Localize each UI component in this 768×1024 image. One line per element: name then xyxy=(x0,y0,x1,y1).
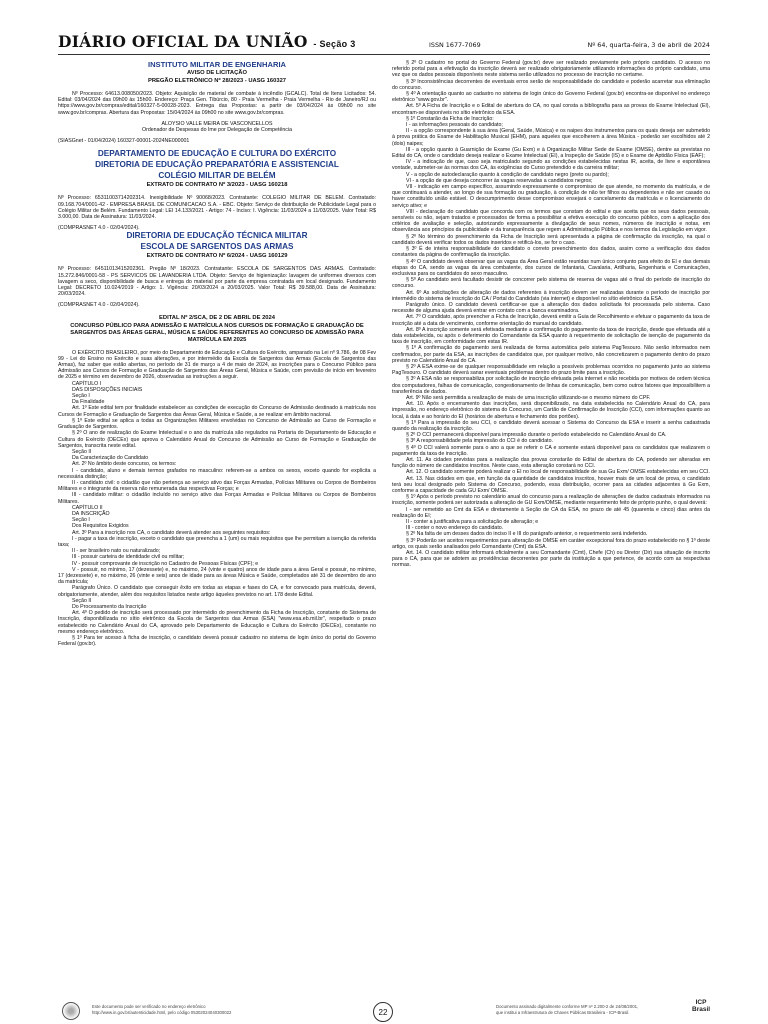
icp-brasil-logo: ICP Brasil xyxy=(692,999,711,1013)
institution-heading: COLÉGIO MILITAR DE BELÉM xyxy=(158,171,276,181)
edital-title: EDITAL Nº 2/SCA, DE 2 DE ABRIL DE 2024 xyxy=(159,314,275,321)
left-column xyxy=(58,60,376,995)
notice-subtitle: PREGÃO ELETRÔNICO Nº 28/2023 - UASG 160327 xyxy=(147,78,287,84)
section-label: - Seção 3 xyxy=(313,39,356,49)
item: II - candidato civil: o cidadão que não pertença ao serviço ativo das Forças Armadas, Polícias Militares ou Corpos de Bombeiros Militares e o integrante da reserva não remunerada das respectivas Forças; e xyxy=(58,479,376,493)
paragraph: Parágrafo Único. O candidato que conseguir êxito em todas as etapas e fases do CA, e for convocado para matrícula, deverá, obrigatoriamente, atender, além dos requisitos listados neste artigo àqueles previstos no art. 178 deste Edital. xyxy=(58,585,376,598)
chapter-title: DAS DISPOSIÇÕES INICIAIS xyxy=(72,386,143,393)
signature-role: Ordenador de Despesas do Ime por Delegação de Competência xyxy=(141,127,292,134)
signature-name: ALOYSIO VALLE MEIRA DE VASCONCELLOS xyxy=(161,120,273,127)
article: Art. 10. Após o encerramento das inscrições, será disponibilizado, na data estabelecida no Calendário Anual do CA, para impressão, no endereço eletrônico do sistema do Concurso, um Cartão de Confirmação de Inscrição (CCI), com informações quanto ao local, à data e ao horário do EI (horários de abertura e fechamento dos portões). xyxy=(392,401,710,420)
edital-subtitle: CONCURSO PÚBLICO PARA ADMISSÃO E MATRÍCULA NOS CURSOS DE FORMAÇÃO E GRADUAÇÃO DE SARGENTOS DAS ÁREAS GERAL, MÚSICA E SAÚDE REFERENTES AO CONCURSO DE ADMISSÃO PARA MATRÍCULA EM 2025 xyxy=(70,322,364,343)
right-column xyxy=(392,60,710,995)
verification-line: Este documento pode ser verificado no endereço eletrônico xyxy=(92,1004,206,1009)
contract-title: EXTRATO DE CONTRATO Nº 6/2024 - UASG 160129 xyxy=(146,253,288,260)
item: I - as informações pessoais do candidato; xyxy=(406,122,503,129)
paragraph: § 2º A ESA exime-se de qualquer responsabilidade em relação a possíveis problemas ocorridos no pagamento junto ao sistema PagTesouro. O candidato deverá sanar eventuais problemas dentro do prazo limite para a inscrição. xyxy=(392,363,710,377)
institution-heading: DIRETORIA DE EDUCAÇÃO PREPARATÓRIA E ASSISTENCIAL xyxy=(95,160,339,170)
article: Art. 12. O candidato somente poderá realizar o EI no local de responsabilidade de sua Gu Exm/ OMSE estabelecidas em seu CCI. xyxy=(406,469,710,476)
paragraph: § 4º A orientação quanto ao cadastro no sistema de login único do Governo Federal (gov.br) encontra-se disponível no endereço eletrônico "www.gov.br". xyxy=(392,91,710,104)
item: II - a opção correspondente à sua área (Geral, Saúde, Música) e os naipes dos instrumentos para os quais deseja ser submetido à prova prática do Exame de Habilitação Musical (EHM), para aqueles que escolherem a área Música - poderão ser escolhidos até 2 (dois) naipes; xyxy=(392,128,710,147)
item: I - ser remetido ao Cmt da ESA e diretamente à Seção de CA da ESA, no prazo de até 45 (quarenta e cinco) dias antes da realização do EI; xyxy=(392,506,710,519)
item: VII - indicação em campo específico, assumindo expressamente o compromisso de que atende, no momento da matrícula, e de que continuará a atender, ao longo de sua formação ou graduação, à condição de não ter filhos ou dependentes e não ser casado ou haver constituído união estável. O descumprimento desse compromisso ensejará o cancelamento da matrícula e o licenciamento do serviço ativo; e xyxy=(392,184,710,209)
article: Art. 1º Este edital tem por finalidade estabelecer as condições de execução do Concurso de Admissão destinado à matrícula nos Cursos de Formação e Graduação de Sargentos das Áreas Geral, Música e Saúde, a se realizar em âmbito nacional. xyxy=(58,405,376,418)
paragraph: § 4º O CCI valerá somente para o ano a que se referir o CA e somente estará disponível para os candidatos que realizarem o pagamento da taxa de inscrição. xyxy=(392,444,710,457)
journal-title xyxy=(58,32,356,51)
item: IV - possuir comprovante de inscrição no Cadastro de Pessoas Físicas (CPF); e xyxy=(72,560,259,567)
coat-of-arms-icon xyxy=(62,1002,80,1020)
item: II - conter a justificativa para a solicitação de alteração; e xyxy=(406,519,539,526)
paragraph: § 1º Este edital se aplica a todas as Organizações Militares envolvidas no Concurso de Admissão ao Curso de Formação e Graduação de Sargentos. xyxy=(58,417,376,431)
paragraph: § 1º Após o período previsto no calendário anual do concurso para a realização de alterações de dados cadastrais informados na inscrição, somente poderá ser autorizada a alteração de GU Exm/OMSE, mediante requerimento feito de próprio punho, o qual deverá: xyxy=(392,494,710,507)
section-label: Seção I xyxy=(72,517,90,524)
paragraph: § 1º Para ter acesso à ficha de inscrição, o candidato deverá possuir cadastro no sistema de login único do portal do Governo Federal (gov.br). xyxy=(58,635,376,648)
item: II - ser brasileiro nato ou naturalizado; xyxy=(72,548,161,555)
paragraph: Nº Processo: 65311003714202314. Inexigibilidade Nº 90068/2023. Contratante: COLEGIO MILITAR DE BELEM. Contratado: 09.168.704/0001-42 - EMPRESA BRASIL DE COMUNICACAO S.A. - EBC. Objeto: Serviço de distribuição de Publicidade Legal para o Colégio Militar de Belém. Fundamento Legal: LEI 14.133/2021 - Artigo: 74 - Inciso: I. Vigência: 11/03/2024 a 11/03/2025. Valor Total: R$ 3.000,00. Data de Assinatura: 11/03/2024. xyxy=(58,195,376,221)
section-label: Seção II xyxy=(72,597,92,604)
article: Art. 7º O candidato, após preencher a Ficha de Inscrição, deverá emitir a Guia de Recolhimento e efetuar o pagamento da taxa de inscrição até a data de vencimento, conforme orientação do manual do candidato. xyxy=(392,314,710,327)
signature-note xyxy=(496,1004,638,1015)
article: Art. 9º Não será permitida a realização de mais de uma inscrição utilizando-se o mesmo número do CPF. xyxy=(406,394,651,401)
paragraph: § 3º Inconsistências decorrentes de eventuais erros serão de responsabilidade do candidato e poderão acarretar sua eliminação do concurso. xyxy=(392,78,710,91)
item: III - a opção quanto à Guarnição de Exame (Gu Exm) e à Organização Militar Sede de Exame (OMSE), dentre as previstas no Edital do CA, onde o candidato deseja realizar o Exame Intelectual (EI), a Inspeção de Saúde (IS) e o Exame de Aptidão Física (EAF); xyxy=(392,146,710,160)
item: I - candidato, aluno e demais termos grafados no masculino: referem-se a ambos os sexos, exceto quando for explícita a necessária distinção; xyxy=(58,467,376,480)
paragraph: § 1º A confirmação do pagamento será realizada de forma automática pelo sistema PagTesouro. Não serão informados nem confirmados, por parte da ESA, as inscrições de candidatos que, por qualquer motivo, não concretizarem o pagamento dentro do prazo previsto no Calendário Anual do CA. xyxy=(392,345,710,364)
item: I - pagar a taxa de inscrição, exceto o candidato que preencha a 1 (um) ou mais requisitos que lhe permitam a isenção da referida taxa; xyxy=(58,535,376,548)
comprasnet-line: (COMPRASNET 4.0 - 02/04/2024). xyxy=(58,225,140,232)
paragraph: § 2º O cadastro no portal do Governo Federal (gov.br) deve ser realizado previamente pelo próprio candidato. O acesso no referido portal para a efetivação da inscrição deverá ser realizado obrigatoriamente utilizando informações do próprio candidato, uma vez que os dados pessoais disponíveis neste sistema serão utilizados no processo de inscrição no certame. xyxy=(392,60,710,79)
item: VI - a opção de que deseja concorrer às vagas reservadas a candidatos negros; xyxy=(406,177,593,184)
item: III - possuir carteira de identidade civil ou militar; xyxy=(72,554,185,561)
paragraph: Nº Processo: 64511013415202361. Pregão Nº 18/2023. Contratante: ESCOLA DE SARGENTOS DAS ARMAS. Contratado: 15.272.846/0001-58 - PS SERVICOS DE LAVANDERIA LTDA. Objeto: Serviço de higienização: lavagem de uniformes diversos com lavagem a seco, disponibilidade de busca e entrega do material por parte da empresa contratada em local designado. Fundamento Legal: DECRETO 10.024/2019 - Artigo: 1. Vigência: 20/03/2024 a 20/03/2025. Valor Total: R$ 39.588,00. Data de Assinatura: 20/03/2024. xyxy=(58,266,376,298)
paragraph: O EXÉRCITO BRASILEIRO, por meio do Departamento de Educação e Cultura do Exército, amparado na Lei nº 9.786, de 08 Fev 99 - Lei do Ensino no Exército e suas alterações, e por intermédio da Escola de Sargentos das Armas (Escola de Sargentos das Armas), faz saber que estão abertas, no período de 31 de março a 4 de maio de 2024, as inscrições para o Concurso Público para Admissão aos Cursos de Formação e Graduação de Sargentos das Áreas Geral, Música e Saúde, com previsão de início em fevereiro de 2025 e término em dezembro de 2026, observadas as instruções a seguir. xyxy=(58,349,376,381)
institution-heading: DIRETORIA DE EDUCAÇÃO TÉCNICA MILITAR xyxy=(126,231,308,241)
paragraph: § 1º Constarão da Ficha de Inscrição: xyxy=(406,115,494,122)
article: Art. 14. O candidato militar informará oficialmente a seu Comandante (Cmt), Chefe (Ch) ou Diretor (Dir) sua situação de inscrito para o CA, para que se adotem as providências decorrentes por parte da instituição a que pertence, de acordo com as respectivas normas. xyxy=(392,550,710,569)
page-number: 22 xyxy=(373,1002,393,1022)
issn: ISSN 1677-7069 xyxy=(429,41,481,49)
article: Art. 13. Nas cidades em que, em função da quantidade de candidatos inscritos, houver mais de um local de prova, o candidato terá seu local designado pelo Sistema do Concurso, podendo, essa distribuição, ocorrer para as cidades adjacentes à Gu Exm, conforme a capacidade de cada GU Exm/ OMSE. xyxy=(392,475,710,495)
paragraph: § 2º No término do preenchimento da Ficha de Inscrição será apresentada a página de confirmação da inscrição, na qual o candidato deverá verificar todos os dados inseridos e retificá-los, se for o caso. xyxy=(392,233,710,246)
section-title: Do Processamento da Inscrição xyxy=(72,603,147,610)
article: Art. 11. As cidades previstas para a realização das provas constarão do Edital de abertura do CA, podendo ser alteradas em função do número de candidatos inscritos. Neste caso, esta alteração constará no CCI. xyxy=(392,457,710,470)
institution-heading: ESCOLA DE SARGENTOS DAS ARMAS xyxy=(140,242,294,252)
page-footer xyxy=(0,998,768,1024)
signature-note-line: que institui a Infraestrutura de Chaves Públicas Brasileira - ICP-Brasil. xyxy=(496,1009,630,1015)
chapter-label: CAPÍTULO I xyxy=(72,380,102,387)
item: V - possuir, no mínimo, 17 (dezessete) e, no máximo, 24 (vinte e quatro) anos de idade para a área Geral e possuir, no mínimo, 17 (dezessete) e, no máximo, 26 (vinte e seis) anos de idade para as áreas Música e Saúde, completados até 31 de dezembro do ano da matrícula; xyxy=(58,566,376,586)
page-header xyxy=(58,30,710,55)
paragraph: Nº Processo: 64613.008050/2023. Objeto: Aquisição de material de combate à incêndio (GCALC). Total de Itens Licitados: 54. Edital: 03/04/2024 das 09h00 às 15h00. Endereço: Praça Gen. Tibúrcio, 80 - Praia Vermelha - Praia Vermelha - Rio de Janeiro/RJ ou https://www.gov.br/compras/edital/160327-5-00028-2023. Entrega das Propostas: a partir de 03/04/2024 às 09h00 no site www.gov.br/compras. Abertura das Propostas: 15/04/2024 às 09h00 no site www.gov.br/compras. xyxy=(58,91,376,116)
journal-name: DIÁRIO OFICIAL DA UNIÃO xyxy=(58,32,308,51)
paragraph: § 2º O CCI permanecerá disponível para impressão durante o período estabelecido no Calendário Anual do CA. xyxy=(406,432,667,439)
paragraph: § 3º A responsabilidade pela impressão do CCI é do candidato. xyxy=(406,438,553,445)
item: III - conter o novo endereço do candidato. xyxy=(406,525,504,532)
article: Art. 8º A inscrição somente será efetivada mediante a confirmação do pagamento da taxa de inscrição, desde que efetuada até a data estabelecida, ou após o deferimento do Comandante da ESA quanto à requerimento de solicitação de isenção de pagamento da taxa de inscrição, em conformidade com estas IR. xyxy=(392,326,710,346)
chapter-label: CAPÍTULO II xyxy=(72,504,103,511)
siasg-line: (SIASGnet - 01/04/2024) 160327-00001-2024NE000001 xyxy=(58,138,190,145)
article: Art. 2º No âmbito deste concurso, os termos: xyxy=(72,461,177,468)
page xyxy=(58,0,710,1024)
item: IV - a indicação de que, caso seja matriculado segundo as condições estabelecidas nestas IR, aceita, de livre e espontânea vontade, submeter-se às normas dos CA, às exigências do Curso pretendido e da carreira militar; xyxy=(392,159,710,172)
section-label: Seção II xyxy=(72,448,92,455)
paragraph: § 2º O ano de realização do Exame Intelectual e o ano da matrícula são regulados na Portaria do Departamento de Educação e Cultura do Exército (DECEx) que aprova o Calendário Anual do Concurso de Admissão ao Curso de Formação e Graduação de Sargentos, transcrita neste edital. xyxy=(58,430,376,449)
article: Art. 6º As solicitações de alteração de dados referentes à inscrição devem ser realizadas durante o período de inscrição por intermédio do sistema de inscrição do CA / Portal do Candidato (via internet) e disponível no sítio eletrônico da ESA. xyxy=(392,289,710,302)
section-title: Da Caracterização do Candidato xyxy=(72,455,149,462)
paragraph: § 3º É de inteira responsabilidade do candidato o correto preenchimento dos dados, assim como a verificação dos dados constantes da página de confirmação da inscrição. xyxy=(392,246,710,259)
article: Art. 5º A Ficha de Inscrição e o Edital de abertura do CA, no qual consta a bibliografia para as provas do Exame Intelectual (EI), encontram-se disponíveis no sítio eletrônico da ESA. xyxy=(392,103,710,116)
notice-title: AVISO DE LICITAÇÃO xyxy=(186,70,247,76)
paragraph: Parágrafo único. O candidato deverá certificar-se que a alteração dos dados solicitada foi processada pelo sistema. Caso necessite de alguma ajuda deverá entrar em contato com a banca examinadora. xyxy=(392,301,710,315)
signature-note-line: Documento assinado digitalmente conforme MP nº 2.200-2 de 24/08/2001, xyxy=(496,1004,639,1009)
institution-heading: INSTITUTO MILITAR DE ENGENHARIA xyxy=(147,60,287,69)
paragraph: § 4º O candidato deverá observar que as vagas da Área Geral estão reunidas num único conjunto para efeito do EI e das demais etapas do CA, sendo as vagas da área combatente, dos cursos de Infantaria, Cavalaria, Artilharia, Engenharia e Comunicações, exclusivas para os candidatos do sexo masculino. xyxy=(392,258,710,277)
verification-note xyxy=(92,1004,231,1015)
verification-link[interactable]: http://www.in.gov.br/autenticidade.html, pelo código 05302024040300022 xyxy=(92,1009,232,1015)
paragraph: § 5º Ao candidato será facultado desistir de concorrer pelo sistema de reserva de vagas até o final do período de inscrição do concurso. xyxy=(392,277,710,290)
paragraph: § 3º A ESA não se responsabiliza por solicitação de inscrição efetuada pela internet e não recebida por motivos de ordem técnica dos computadores, falhas de comunicação, congestionamento de linhas de comunicação, bem como outros fatores que impossibilitem a transferência de dados. xyxy=(392,376,710,395)
item: VIII - declaração do candidato que concorda com os termos que constam do edital e que aceita que os seus dados pessoais, sensíveis ou não, sejam tratados e processados de forma a possibilitar a efetiva execução do concurso público, com a aplicação dos critérios de avaliação e seleção, autorizando expressamente a divulgação de seus nomes, números de inscrição e notas, em observância aos princípios da publicidade e da transparência que regem a Administração Pública e nos termos da Legislação em vigor. xyxy=(392,208,710,234)
article: Art. 4º O pedido de inscrição será processado por intermédio do preenchimento da Ficha de Inscrição, constante do Sistema de Inscrição, disponibilizada no sítio eletrônico da Escola de Sargentos das Armas (ESA) "www.esa.eb.mil.br", respeitado o prazo estabelecido no Calendário Anual do CA, aprovado pelo Departamento de Educação e Cultura do Exército (DECEx), constante no mesmo endereço eletrônico. xyxy=(58,610,376,635)
section-title: Dos Requisitos Exigidos xyxy=(72,523,129,530)
section-title: Da Finalidade xyxy=(72,399,105,406)
paragraph: § 2º Na falta de um desses dados do inciso II e III do parágrafo anterior, o requerimento será indeferido. xyxy=(406,531,648,538)
article: Art. 3º Para a inscrição nos CA, o candidato deverá atender aos seguintes requisitos: xyxy=(72,529,271,536)
item: V - a opção de autodeclaração quanto à condição de candidato negro (preto ou pardo); xyxy=(406,171,609,178)
section-label: Seção I xyxy=(72,393,90,400)
institution-heading: DEPARTAMENTO DE EDUCAÇÃO E CULTURA DO EXÉRCITO xyxy=(97,149,337,159)
issue-number-date: Nº 64, quarta-feira, 3 de abril de 2024 xyxy=(587,41,710,49)
contract-title: EXTRATO DE CONTRATO Nº 3/2023 - UASG 160218 xyxy=(146,182,288,189)
paragraph: § 3º Poderão ser aceitos requerimentos para alteração de OMSE em caráter excepcional fora do prazo estabelecido no § 1º deste artigo, os quais serão analisados pelo Comandante (Cmt) da ESA. xyxy=(392,537,710,550)
item: III - candidato militar: o cidadão incluído no serviço ativo das Forças Armadas e Polícias Militares ou Corpos de Bombeiros Militares. xyxy=(58,492,376,505)
chapter-title: DA INSCRIÇÃO xyxy=(72,510,110,517)
paragraph: § 1º Para a impressão do seu CCI, o candidato deverá acessar o Sistema do Concurso da ESA e inserir a senha cadastrada quando da realização da inscrição. xyxy=(392,419,710,432)
comprasnet-line: (COMPRASNET 4.0 - 02/04/2024). xyxy=(58,302,140,309)
